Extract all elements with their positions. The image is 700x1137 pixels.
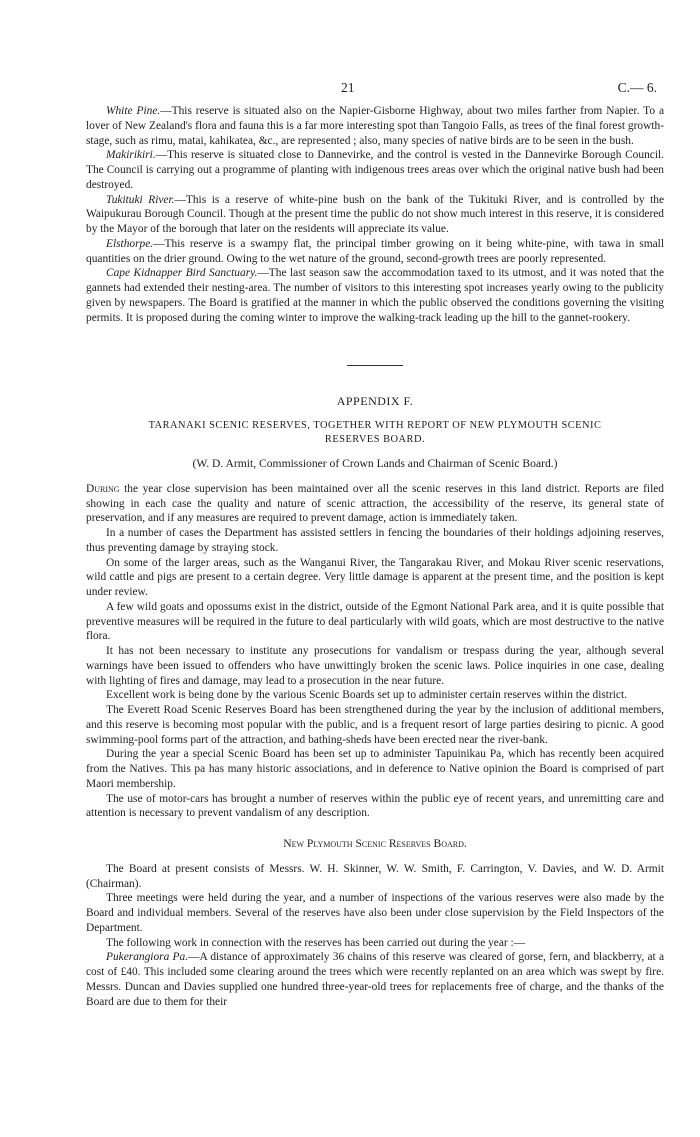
board-paragraph: The following work in connection with the reserves has been carried out during the year :— (106, 936, 526, 949)
paragraph-text: —The last season saw the accommodation taxed to its utmost, and it was noted that the gannets had extended their nesting-area. The number of visitors to this interesting spot increases yearly owing to the publicity given by newspapers. The Board is gratified at the manner in which the public observed the conditions governing the visiting permits. It is proposed during the coming winter to improve the walking-track leading up the hill to the gannet-rookery. (86, 267, 664, 324)
appendix-paragraph: In a number of cases the Department has assisted settlers in fencing the boundaries of their holdings adjoining reserves, thus preventing damage by straying stock. (86, 527, 664, 554)
paragraph-title: Tukituki River. (106, 193, 175, 206)
paragraph-elsthorpe (86, 237, 664, 267)
appendix-paragraph: It has not been necessary to institute any prosecutions for vandalism or trespass during the year, although several warnings have been issued to offenders who have unwittingly broken the scenic laws. Police inquiries in one case, dealing with lighting of fires and damage, may lead to a prosecution in the near future. (86, 645, 664, 687)
appendix-paragraph: Excellent work is being done by the various Scenic Boards set up to administer certain reserves within the district. (106, 689, 627, 702)
board-paragraph-pukerangiora (86, 950, 664, 1009)
paragraph-makirikiri (86, 148, 664, 192)
appendix-paragraph: During the year a special Scenic Board has been set up to administer Tapuinikau Pa, which has recently been acquired from the Natives. This pa has many historic associations, and in deference to Native opinion the Board is comprised of part Maori membership. (86, 748, 664, 790)
appendix-paragraph: On some of the larger areas, such as the Wanganui River, the Tangarakau River, and Mokau River scenic reservations, wild cattle and pigs are present to a certain degree. Very little damage is apparent at the present time, and the position is kept under review. (86, 556, 664, 598)
board-section-title: New Plymouth Scenic Reserves Board. (283, 837, 467, 850)
document-body (86, 104, 664, 1009)
drop-word: During (86, 482, 120, 495)
paragraph-text: the year close supervision has been maintained over all the scenic reserves in this land district. Reports are filed showing in each case the quality and nature of scenic attraction, the accessibility of the reserve, its general state of preservation, and if any measures are required to prevent damage, action is immediately taken. (86, 482, 664, 525)
paragraph-cape-kidnapper (86, 266, 664, 325)
appendix-paragraph: The Everett Road Scenic Reserves Board has been strengthened during the year by the inclusion of additional members, and this reserve is becoming most popular with the public, and is a frequent resort of large parties desiring to picnic. A good swimming-pool forms part of the attraction, and bathing-sheds have been erected near the river-bank. (86, 704, 664, 746)
appendix-paragraph: A few wild goats and opossums exist in the district, outside of the Egmont National Park area, and it is quite possible that preventive measures will be required in the future to deal particularly with wild goats, which are most destructive to the native flora. (86, 600, 664, 643)
paragraph-title: White Pine. (106, 105, 161, 117)
paragraph-text: —This reserve is situated also on the Napier-Gisborne Highway, about two miles farther from Napier. To a lover of New Zealand's flora and fauna this is a far more interesting spot than Tangoio Falls, as trees of the final forest growth-stage, such as rimu, matai, kahikatea, &c., are represented ; also, many species of native birds are to be seen in the bush. (86, 105, 664, 147)
document-reference: C.— 6. (617, 80, 657, 95)
paragraph-white-pine (86, 104, 664, 148)
paragraph-tukituki-river (86, 193, 664, 237)
appendix-paragraph: The use of motor-cars has brought a number of reserves within the public eye of recent years, and unremitting care and attention is necessary to prevent vandalism of any description. (86, 792, 664, 820)
paragraph-title: Makirikiri. (106, 149, 156, 162)
board-paragraph: The Board at present consists of Messrs. W. H. Skinner, W. W. Smith, F. Carrington, V. Davies, and W. D. Armit (Chairman). (86, 862, 664, 890)
appendix-byline: (W. D. Armit, Commissioner of Crown Lands and Chairman of Scenic Board.) (192, 457, 558, 470)
paragraph-text: —This is a reserve of white-pine bush on the bank of the Tukituki River, and is controlled by the Waipukurau Borough Council. Though at the present time the public do not show much interest in this reserve, it is considered by the Mayor of the borough that later on the residents will appreciate its value. (86, 193, 664, 235)
paragraph-text: —This reserve is a swampy flat, the principal timber growing on it being white-pine, with tawa in small quantities on the drier ground. Owing to the wet nature of the ground, second-growth trees are poorly represented. (86, 237, 664, 265)
section-divider (347, 365, 403, 366)
appendix-title: APPENDIX F. (336, 394, 414, 409)
paragraph-title: Pukerangiora Pa. (106, 951, 189, 964)
paragraph-text: —This reserve is situated close to Dannevirke, and the control is vested in the Dannevirke Borough Council. The Council is carrying out a programme of planting with indigenous trees areas over which the original native bush had been destroyed. (86, 149, 664, 191)
page-number: 21 (341, 80, 355, 95)
paragraph-text: —A distance of approximately 36 chains of this reserve was cleared of gorse, fern, and blackberry, at a cost of £40. This included some clearing around the trees which were recently replanted on an area which was swept by fire. Messrs. Duncan and Davies supplied one hundred three-year-old trees for replacements free of charge, and the thanks of the Board are due to them for their (86, 951, 664, 1008)
appendix-intro-paragraph (86, 482, 664, 526)
board-paragraph: Three meetings were held during the year, and a number of inspections of the various reserves were also made by the Board and individual members. Several of the reserves have also been under close supervision by the Field Inspectors of the Department. (86, 892, 664, 934)
paragraph-title: Elsthorpe. (106, 237, 154, 250)
appendix-subtitle: TARANAKI SCENIC RESERVES, TOGETHER WITH REPORT OF NEW PLYMOUTH SCENIC RESERVES BOARD. (148, 420, 602, 445)
paragraph-title: Cape Kidnapper Bird Sanctuary. (106, 267, 258, 280)
